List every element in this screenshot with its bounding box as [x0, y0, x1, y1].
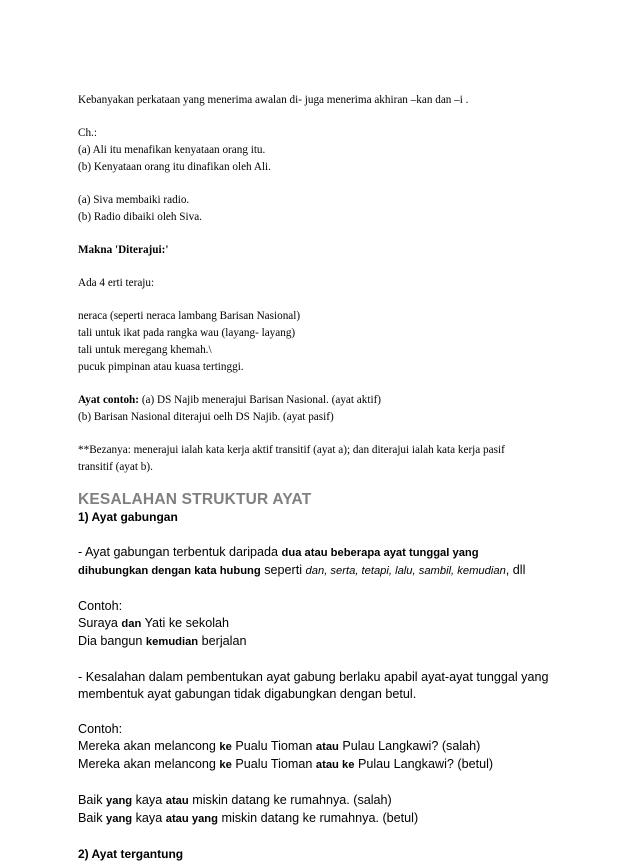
c2-b2: ke: [219, 759, 232, 771]
c3-b3: kaya: [132, 811, 166, 825]
ayat-contoh-a-text: (a) DS Najib menerajui Barisan Nasional. (ayat aktif): [139, 394, 382, 406]
c1-a2: dan: [121, 618, 142, 630]
c1-a1: Suraya: [78, 616, 122, 630]
makna-title-text: Makna 'Diterajui:': [78, 244, 169, 256]
c2-a5: Pulau Langkawi? (salah): [338, 739, 481, 753]
intro-line: Kebanyakan perkataan yang menerima awalan di- juga menerima akhiran –kan dan –i .: [78, 94, 469, 106]
c2-a1: Mereka akan melancong: [78, 739, 220, 753]
c3-b5: miskin datang ke rumahnya. (betul): [217, 811, 419, 825]
c3-a1: Baik: [78, 793, 106, 807]
c2-b3: Pualu Tioman: [231, 757, 316, 771]
c2-a3: Pualu Tioman: [231, 739, 316, 753]
gabungan-para-1-line-2: [78, 562, 558, 580]
gabungan-p1-f: , dll: [505, 563, 526, 577]
document-page: [78, 92, 558, 863]
c3-a4: atau: [165, 795, 189, 807]
c2-a2: ke: [219, 741, 232, 753]
gabungan-p1-b: dua atau beberapa ayat tunggal yang: [281, 547, 479, 559]
contoh1-label: Contoh:: [78, 599, 123, 613]
sub-heading-1: 1) Ayat gabungan: [78, 510, 178, 524]
gabungan-p1-a: - Ayat gabungan terbentuk daripada: [78, 545, 282, 559]
makna-title: [78, 242, 558, 259]
c1-a3: Yati ke sekolah: [141, 616, 230, 630]
gabungan-p1-c: dihubungkan dengan kata hubung: [78, 565, 261, 577]
example1-label: Ch.:: [78, 127, 97, 139]
contoh2-line-a: [78, 738, 558, 756]
makna-item-2: tali untuk ikat pada rangka wau (layang- layang): [78, 327, 296, 339]
bezanya-line-1: **Bezanya: menerajui ialah kata kerja aktif transitif (ayat a); dan diterajui ialah kata kerja pasif: [78, 444, 505, 456]
ayat-contoh-b: (b) Barisan Nasional diterajui oelh DS Najib. (ayat pasif): [78, 411, 334, 423]
c3-a2: yang: [106, 795, 133, 807]
sub-heading-2: 2) Ayat tergantung: [78, 847, 184, 861]
makna-item-4: pucuk pimpinan atau kuasa tertinggi.: [78, 361, 244, 373]
contoh3-line-b: [78, 810, 558, 828]
makna-intro: Ada 4 erti teraju:: [78, 277, 155, 289]
example2-a: (a) Siva membaiki radio.: [78, 194, 190, 206]
c1-b2: kemudian: [145, 636, 199, 648]
ayat-contoh-label: Ayat contoh:: [78, 394, 140, 406]
c2-b4: atau ke: [315, 759, 355, 771]
example2-b: (b) Radio dibaiki oleh Siva.: [78, 211, 202, 223]
gabungan-p1-d: seperti: [260, 563, 306, 577]
contoh2-line-b: [78, 756, 558, 774]
c2-b1: Mereka akan melancong: [78, 757, 220, 771]
bezanya-line-2: transitif (ayat b).: [78, 461, 153, 473]
c2-a4: atau: [315, 741, 339, 753]
example1-b: (b) Kenyataan orang itu dinafikan oleh Ali.: [78, 161, 271, 173]
contoh2-label: Contoh:: [78, 722, 123, 736]
gabungan-p1-e: dan, serta, tetapi, lalu, sambil, kemudian: [305, 565, 506, 577]
contoh1-line-b: [78, 633, 558, 651]
c1-b3: berjalan: [198, 634, 247, 648]
c2-b5: Pulau Langkawi? (betul): [354, 757, 494, 771]
c3-b1: Baik: [78, 811, 106, 825]
contoh3-line-a: [78, 792, 558, 810]
makna-item-1: neraca (seperti neraca lambang Barisan Nasional): [78, 310, 301, 322]
contoh1-line-a: [78, 615, 558, 633]
c3-a5: miskin datang ke rumahnya. (salah): [188, 793, 392, 807]
c3-b2: yang: [106, 813, 133, 825]
gabungan-para-2-line-1: - Kesalahan dalam pembentukan ayat gabung berlaku apabil ayat-ayat tunggal yang: [78, 670, 549, 684]
c3-a3: kaya: [132, 793, 166, 807]
gabungan-para-1-line-1: [78, 544, 558, 562]
makna-item-3: tali untuk meregang khemah.\: [78, 344, 212, 356]
example1-a: (a) Ali itu menafikan kenyataan orang itu.: [78, 144, 266, 156]
c3-b4: atau yang: [165, 813, 218, 825]
gabungan-para-2-line-2: membentuk ayat gabungan tidak digabungkan dengan betul.: [78, 687, 417, 701]
c1-b1: Dia bangun: [78, 634, 146, 648]
section-heading: KESALAHAN STRUKTUR AYAT: [78, 491, 312, 508]
ayat-contoh-a: [78, 392, 558, 409]
